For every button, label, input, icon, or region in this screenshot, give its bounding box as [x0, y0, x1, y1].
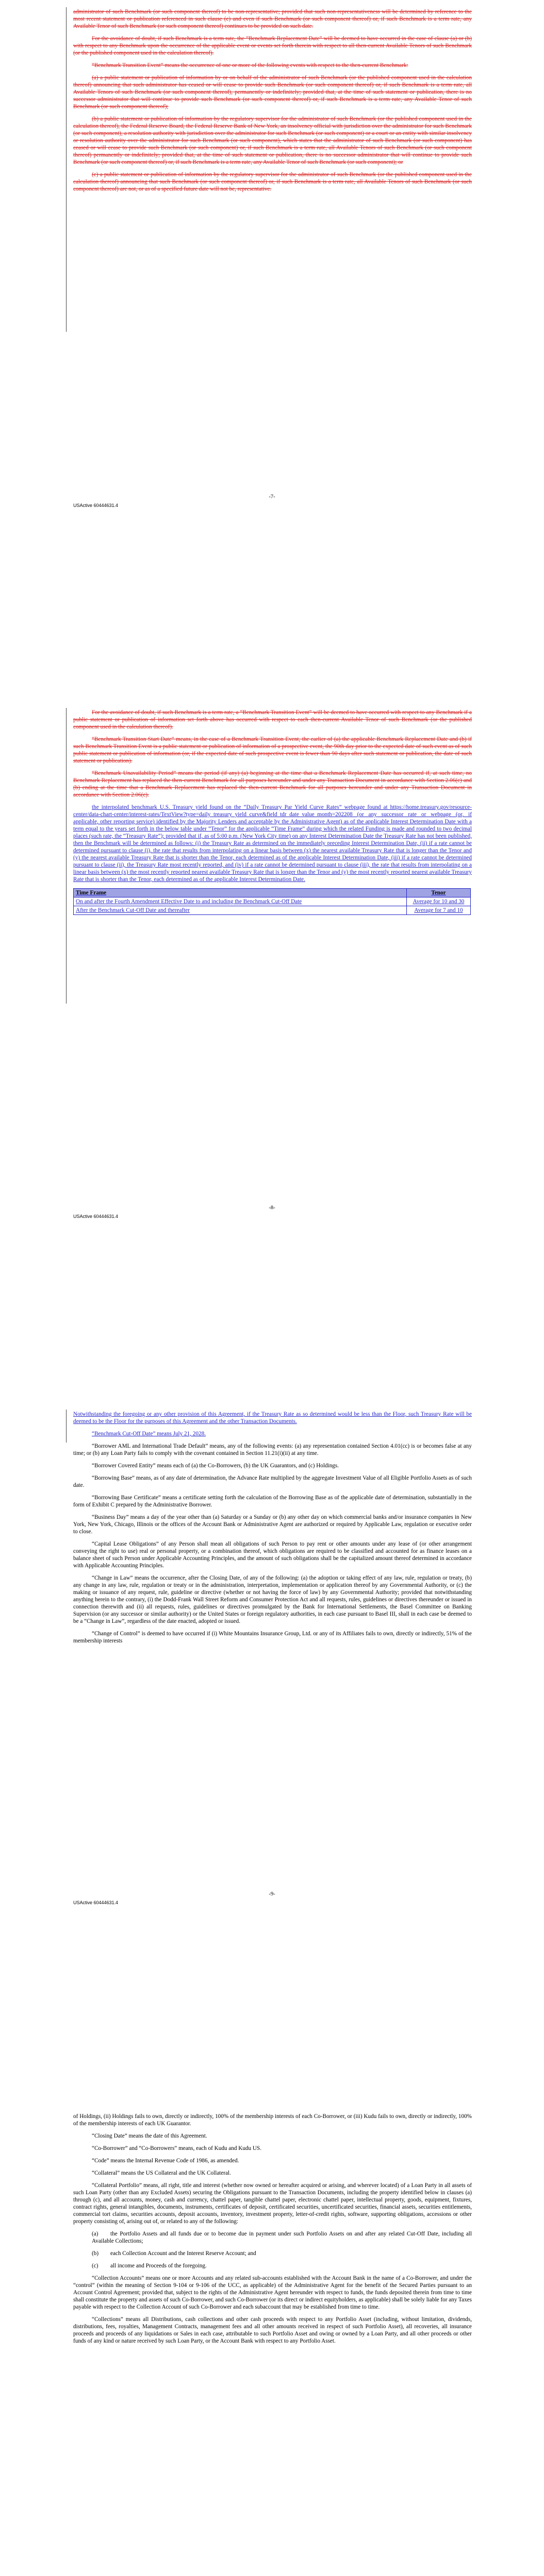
document-footer: USActive 60444631.4: [73, 1900, 119, 1905]
list-item: [73, 2230, 472, 2245]
paragraph: the interpolated benchmark U.S. Treasury yield found on the “Daily Treasury Par Yield Curve Rates” webpage found at https://home.treasury.gov/resource-center/data-chart-center/interest-rates/TextView?type=daily_treasury_yield_curve&field_tdr_date_value_month=202208 (or any successor rate or webpage (or, if applicable, other reporting service) identified by the Majority Lenders and acceptable by the Administrative Agent) as of the applicable Interest Determination Date with a term equal to the years set forth in the below table under “Tenor” for the applicable “Time Frame” during which the related Funding is made and rounded to two decimal places (such rate, the “Treasury Rate”); provided that if, as of 5:00 p.m. (New York City time) on any Interest Determination Date the Treasury Rate has not been published, then the Benchmark will be determined as follows: (i) the Treasury Rate as determined on the immediately preceding Interest Determination Date, (ii) if a rate cannot be determined pursuant to clause (i), the rate that results from interpolating on a linear basis between (x) the nearest available Treasury Rate that is longer than the Tenor and (y) the nearest available Treasury Rate that is shorter than the Tenor, each determined as of the applicable Interest Determination Date, (iii) if a rate cannot be determined pursuant to clause (ii), the Treasury Rate most recently reported, and (iv) if a rate cannot be determined pursuant to clause (iii), the rate that results from interpolating on a linear basis between (x) the most recently reported nearest available Treasury Rate that is longer than the Tenor and (y) the most recently reported nearest available Treasury Rate that is shorter than the Tenor, each determined as of the applicable Interest Determination Date.: [73, 804, 472, 883]
paragraph: “Borrower Covered Entity” means each of (a) the Co-Borrowers, (b) the UK Guarantors, and (c) Holdings.: [92, 1463, 339, 1469]
list-label: (b): [92, 2250, 99, 2257]
table-cell: Average for 10 and 30: [407, 897, 471, 906]
paragraph: For the avoidance of doubt, if such Benchmark is a term rate, the “Benchmark Replacement Date” will be deemed to have occurred in the case of clause (a) or (b) with respect to any Benchmark upon the occurrence of the applicable event or events set forth therein with respect to all then-current Available Tenors of such Benchmark (or the published component used in the calculation thereof).: [73, 36, 472, 56]
paragraph: “Change of Control” is deemed to have occurred if (i) White Mountains Insurance Group, Ltd. or any of its Affiliates fails to own, directly or indirectly, 51% of the membership interests: [73, 1631, 472, 1644]
change-bar: [66, 1410, 67, 1443]
page-number: -7-: [269, 494, 275, 500]
paragraph: “Capital Lease Obligations” of any Person shall mean all obligations of such Person to pay rent or other amounts under any lease of (or other arrangement conveying the right to use) real or personal property, or a combination thereof, which obligations are required to be classified and accounted for as finance leases on a balance sheet of such Person under Applicable Accounting Principles, and the amount of such obligations shall be the capitalized amount thereof determined in accordance with Applicable Accounting Principles.: [73, 1541, 472, 1569]
list-text: the Portfolio Assets and all funds due or to become due in payment under such Portfolio Assets on and after any related Cut-Off Date, including all Available Collections;: [92, 2231, 472, 2244]
paragraph: administrator of such Benchmark (or such component thereof) to be non-representative; provided that such non-representativeness will be determined by reference to the most recent statement or publication referenced in such clause (c) and even if such Benchmark (or such component thereof) or, if such Benchmark is a term rate, any Available Tenor of such Benchmark (or such component thereof) continues to be provided on such date.: [73, 9, 472, 29]
page-number: -8-: [269, 1205, 275, 1211]
list-label: (c): [92, 2263, 98, 2269]
paragraph: “Borrowing Base” means, as of any date of determination, the Advance Rate multiplied by the aggregate Investment Value of all Eligible Portfolio Assets as of such date.: [73, 1475, 472, 1488]
page-10: [0, 2102, 544, 2576]
change-bar: [66, 7, 67, 332]
paragraph: “Co-Borrower” and “Co-Borrowers” means, each of Kudu and Kudu US.: [92, 2145, 262, 2151]
paragraph: “Borrowing Base Certificate” means a certificate setting forth the calculation of the Borrowing Base as of the applicable date of determination, substantially in the form of Exhibit C prepared by the Administrative Borrower.: [73, 1495, 472, 1508]
list-item: [73, 2262, 472, 2269]
page-7: [0, 0, 544, 694]
table-cell: After the Benchmark Cut-Off Date and thereafter: [74, 906, 407, 915]
page-9: [0, 1399, 544, 2102]
table-header-cell: Time Frame: [74, 889, 407, 897]
paragraph: “Business Day” means a day of the year other than (a) Saturday or a Sunday or (b) any other day on which commercial banks and/or insurance companies in New York, New York, Chicago, Illinois or the offices of the Account Bank or Administrative Agent are authorized or required by Applicable Law, regulation or executive order to close.: [73, 1514, 472, 1535]
paragraph: “Closing Date” means the date of this Agreement.: [92, 2133, 207, 2139]
paragraph: (a) a public statement or publication of information by or on behalf of the administrator of such Benchmark (or the published component used in the calculation thereof) announcing that such administrator has ceased or will cease to provide such Benchmark (or such component thereof) or, if such Benchmark is a term rate, all Available Tenors of such Benchmark (or such component thereof), permanently or indefinitely; provided that, at the time of such statement or publication, there is no successor administrator that will continue to provide such Benchmark (or such component thereof) or, if such Benchmark is a term rate, any Available Tenor of such Benchmark (or such component thereof);: [73, 75, 472, 110]
change-bar: [66, 708, 67, 1004]
paragraph: (b) a public statement or publication of information by the regulatory supervisor for the administrator of such Benchmark (or the published component used in the calculation thereof), the Federal Reserve Board, the Federal Reserve Bank of New York, an insolvency official with jurisdiction over the administrator for such Benchmark (or such component), a resolution authority with jurisdiction over the administrator for such Benchmark (or such component) or a court or an entity with similar insolvency or resolution authority over the administrator for such Benchmark (or such component), which states that the administrator of such Benchmark (or such component) has ceased or will cease to provide such Benchmark (or such component) or, if such Benchmark is a term rate, all Available Tenors of such Benchmark (or such component thereof) permanently or indefinitely; provided that, at the time of such statement or publication, there is no successor administrator that will continue to provide such Benchmark (or such component thereof) or, if such Benchmark is a term rate, any Available Tenor of such Benchmark (or such component); or: [73, 116, 472, 165]
paragraph: “Change in Law” means the occurrence, after the Closing Date, of any of the following: (a) the adoption or taking effect of any law, rule, regulation or treaty, (b) any change in any law, rule, regulation or treaty or in the administration, interpretation, implementation or application thereof by any Governmental Authority, or (c) the making or issuance of any request, rule, guideline or directive (whether or not having the force of law) by any Governmental Authority; provided that notwithstanding anything herein to the contrary, (i) the Dodd-Frank Wall Street Reform and Consumer Protection Act and all requests, rules, guidelines or directives thereunder or issued in connection therewith and (ii) all requests, rules, guidelines or directives promulgated by the Bank for International Settlements, the Basel Committee on Banking Supervision (or any successor or similar authority) or the United States or foreign regulatory authorities, in each case pursuant to Basel III, shall in each case be deemed to be a “Change in Law”, regardless of the date enacted, adopted or issued.: [73, 1575, 472, 1624]
paragraph: “Benchmark Transition Start Date” means, in the case of a Benchmark Transition Event, the earlier of (a) the applicable Benchmark Replacement Date and (b) if such Benchmark Transition Event is a public statement or publication of information of a prospective event, the 90th day prior to the expected date of such event as of such public statement or publication of information (or, if the expected date of such prospective event is fewer than 90 days after such statement or publication, the date of such statement or publication).: [73, 736, 472, 764]
paragraph: (c) a public statement or publication of information by the regulatory supervisor for the administrator of such Benchmark (or the published component used in the calculation thereof) announcing that such Benchmark (or such component thereof) or, if such Benchmark is a term rate, all Available Tenors of such Benchmark (or such component thereof) are not, or as of a specified future date will not be, representative.: [73, 172, 472, 192]
table-cell: Average for 7 and 10: [407, 906, 471, 915]
list-label: (a): [92, 2231, 98, 2237]
paragraph: “Benchmark Unavailability Period” means the period (if any) (a) beginning at the time that a Benchmark Replacement Date has occurred if, at such time, no Benchmark Replacement has replaced the then-current Benchmark for all purposes hereunder and under any Transaction Document in accordance with Section 2.06(c) and (b) ending at the time that a Benchmark Replacement has replaced the then-current Benchmark for all purposes hereunder and under any Transaction Document in accordance with Section 2.06(c).: [73, 770, 472, 798]
paragraph: [73, 1430, 472, 1437]
document-footer: USActive 60444631.4: [73, 1214, 119, 1219]
definition-text: “Benchmark Cut-Off Date” means July 21, 2028.: [92, 1431, 206, 1437]
page-number: -9-: [269, 1891, 275, 1897]
paragraph: “Collateral Portfolio” means, all right, title and interest (whether now owned or hereafter acquired or arising, and wherever located) of a Loan Party in all assets of such Loan Party (other than any Excluded Assets) securing the Obligations pursuant to the Transaction Documents, including the property identified below in clauses (a) through (c), and all accounts, money, cash and currency, chattel paper, tangible chattel paper, electronic chattel paper, intellectual property, goods, equipment, fixtures, contract rights, general intangibles, documents, instruments, certificates of deposit, certificated securities, uncertificated securities, financial assets, securities entitlements, commercial tort claims, securities accounts, deposit accounts, inventory, investment property, letter-of-credit rights, software, supporting obligations, accessions or other property consisting of, arising out of, or related to any of the following:: [73, 2182, 472, 2225]
table-cell: On and after the Fourth Amendment Effective Date to and including the Benchmark Cut-Off Date: [74, 897, 407, 906]
table-row: [74, 897, 471, 906]
paragraph: For the avoidance of doubt, if such Benchmark is a term rate, a “Benchmark Transition Event” will be deemed to have occurred with respect to any Benchmark if a public statement or publication of information set forth above has occurred with respect to each then-current Available Tenor of such Benchmark (or the published component used in the calculation thereof).: [73, 709, 472, 730]
paragraph: “Collection Accounts” means one or more Accounts and any related sub-accounts established with the Account Bank in the name of a Co-Borrower, and under the “control” (within the meaning of Section 9-104 or 9-106 of the UCC, as applicable) of the Administrative Agent for the benefit of the Secured Parties pursuant to an Account Control Agreement; provided that, subject to the rights of the Administrative Agent hereunder with respect to funds, the funds deposited therein from time to time shall constitute the property and assets of such Co-Borrower, and such Co-Borrower (or its direct or indirect equityholders, as applicable) shall be solely liable for any Taxes payable with respect to the Collection Account of such Co-Borrower and each subaccount that may be established from time to time.: [73, 2275, 472, 2310]
list-item: [73, 2250, 472, 2257]
paragraph: of Holdings, (ii) Holdings fails to own, directly or indirectly, 100% of the membership interests of each Co-Borrower, or (iii) Kudu fails to own, directly or indirectly, 100% of the membership interests of each UK Guarantor.: [73, 2113, 472, 2127]
paragraph: Notwithstanding the foregoing or any other provision of this Agreement, if the Treasury Rate as so determined would be less than the Floor, such Treasury Rate will be deemed to be the Floor for the purposes of this Agreement and the other Transaction Documents.: [73, 1411, 472, 1425]
table-header-row: [74, 889, 471, 897]
tenor-table: [73, 888, 471, 915]
paragraph: “Collateral” means the US Collateral and the UK Collateral.: [92, 2170, 231, 2176]
paragraph: “Code” means the Internal Revenue Code of 1986, as amended.: [92, 2158, 239, 2164]
list-text: each Collection Account and the Interest Reserve Account; and: [110, 2250, 256, 2257]
list-text: all income and Proceeds of the foregoing.: [110, 2263, 207, 2269]
table-row: [74, 906, 471, 915]
paragraph: “Collections” means all Distributions, cash collections and other cash proceeds with respect to any Portfolio Asset (including, without limitation, dividends, distributions, fees, royalties, Management Contracts, management fees and all other amounts received in respect of such Portfolio Asset), all recoveries, all insurance proceeds and proceeds of any liquidations or Sales in each case, attributable to such Portfolio Asset and owing or owned by a Loan Party, and all other proceeds or other funds of any kind or nature received by such Loan Party, or the Account Bank with respect to any Portfolio Asset.: [73, 2316, 472, 2344]
paragraph: “Benchmark Transition Event” means the occurrence of one or more of the following events with respect to the then-current Benchmark:: [92, 62, 408, 69]
paragraph: “Borrower AML and International Trade Default” means, any of the following events: (a) any representation contained Section 4.01(cc) is or becomes false at any time; or (b) any Loan Party fails to comply with the covenant contained in Section 11.21(i)(ii) at any time.: [73, 1443, 472, 1456]
document-footer: USActive 60444631.4: [73, 503, 119, 508]
table-header-cell: Tenor: [407, 889, 471, 897]
page-8: [0, 694, 544, 1399]
